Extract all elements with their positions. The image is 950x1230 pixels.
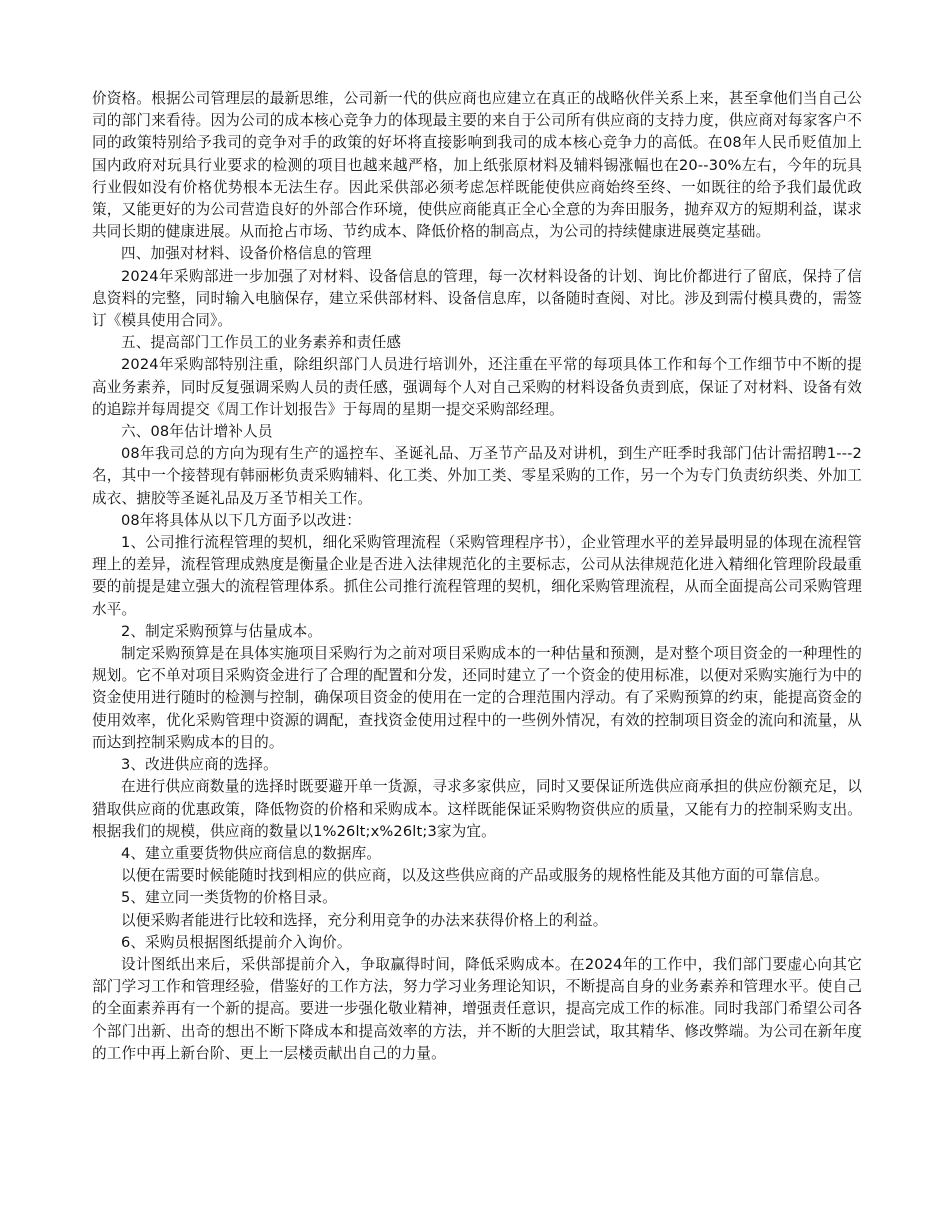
paragraph-staff-training: 2024年采购部特别注重，除组织部门人员进行培训外，还注重在平常的每项具体工作和每个工作细节中不断的提高业务素养，同时反复强调采购人员的责任感，强调每个人对自己采购的材料设备负责到底，保证了对材料、设备有效的追踪并每周提交《周工作计划报告》于每周的星期一提交采购部经理。 <box>92 356 862 418</box>
heading-section-4: 四、加强对材料、设备价格信息的管理 <box>121 245 372 263</box>
paragraph-item-4-database: 以便在需要时候能随时找到相应的供应商，以及这些供应商的产品或服务的规格性能及其他方面的可靠信息。 <box>121 867 829 885</box>
heading-item-5: 5、建立同一类货物的价格目录。 <box>121 889 337 907</box>
paragraph-item-5-price-catalog: 以便采购者能进行比较和选择，充分利用竞争的办法来获得价格上的利益。 <box>121 911 608 929</box>
heading-section-5: 五、提高部门工作员工的业务素养和责任感 <box>121 334 402 352</box>
paragraph-item-3-supplier-selection: 在进行供应商数量的选择时既要避开单一货源，寻求多家供应，同时又要保证所选供应商承担的供应份额充足，以猎取供应商的优惠政策，降低物资的价格和采购成本。这样既能保证采购物资供应的质量，又能有力的控制采购支出。根据我们的规模，供应商的数量以1%26lt;x%26lt;3家为宜。 <box>92 778 862 840</box>
heading-item-2: 2、制定采购预算与估量成本。 <box>121 622 323 640</box>
paragraph-supplier-partnership: 价资格。根据公司管理层的最新思维，公司新一代的供应商也应建立在真正的战略伙伴关系上来，甚至拿他们当自己公司的部门来看待。因为公司的成本核心竞争力的体现最主要的来自于公司所有供应商的支持力度，供应商对每家客户不同的政策特别给予我司的竞争对手的政策的好坏将直接影响到我司的成本核心竞争力的高低。在08年人民币贬值加上国内政府对玩具行业要求的检测的项目也越来越严格，加上纸张原材料及辅料锡涨幅也在20--30%左右，今年的玩具行业假如没有价格优势根本无法生存。因此采供部必须考虑怎样既能使供应商始终至终、一如既往的给予我们最优政策，又能更好的为公司营造良好的外部合作环境，使供应商能真正全心全意的为奔田服务，抛弃双方的短期利益，谋求共同长期的健康进展。从而抢占市场、节约成本、降低价格的制高点，为公司的持续健康进展奠定基础。 <box>92 90 862 241</box>
heading-item-4: 4、建立重要货物供应商信息的数据库。 <box>121 844 382 862</box>
paragraph-price-info-management: 2024年采购部进一步加强了对材料、设备信息的管理，每一次材料设备的计划、询比价都进行了留底，保持了信息资料的完整，同时输入电脑保存，建立采供部材料、设备信息库，以备随时查阅、对比。涉及到需付模具费的，需签订《模具使用合同》。 <box>92 267 862 330</box>
paragraph-item-6-closing: 设计图纸出来后，采供部提前介入，争取赢得时间，降低采购成本。在2024年的工作中，我们部门要虚心向其它部门学习工作和管理经验，借鉴好的工作方法，努力学习业务理论知识，不断提高自身的业务素养和管理水平。使自己的全面素养再有一个新的提高。要进一步强化敬业精神，增强责任意识，提高完成工作的标准。同时我部门希望公司各个部门出新、出奇的想出不断下降成本和提高效率的方法，并不断的大胆尝试，取其精华、修改弊端。为公司在新年度的工作中再上新台阶、更上一层楼贡献出自己的力量。 <box>92 955 862 1062</box>
paragraph-item-2-budget: 制定采购预算是在具体实施项目采购行为之前对项目采购成本的一种估量和预测，是对整个项目资金的一种理性的规划。它不单对项目采购资金进行了合理的配置和分发，还同时建立了一个资金的使用标准，以便对采购实施行为中的资金使用进行随时的检测与控制，确保项目资金的使用在一定的合理范围内浮动。有了采购预算的约束，能提高资金的使用效率，优化采购管理中资源的调配，查找资金使用过程中的一些例外情况，有效的控制项目资金的流向和流量，从而达到控制采购成本的目的。 <box>92 645 862 751</box>
paragraph-improvements-intro: 08年将具体从以下几方面予以改进： <box>121 511 362 529</box>
document-body <box>92 88 862 1065</box>
heading-item-6: 6、采购员根据图纸提前介入询价。 <box>121 933 352 951</box>
heading-item-3: 3、改进供应商的选择。 <box>121 756 278 774</box>
paragraph-staffing-plan: 08年我司总的方向为现有生产的遥控车、圣诞礼品、万圣节产品及对讲机，到生产旺季时我部门估计需招聘1---2名，其中一个接替现有韩丽彬负责采购辅料、化工类、外加工类、零星采购的工作，另一个为专门负责纺织类、外加工成衣、搪胶等圣诞礼品及万圣节相关工作。 <box>92 445 862 507</box>
paragraph-item-1-process: 1、公司推行流程管理的契机，细化采购管理流程（采购管理程序书），企业管理水平的差异最明显的体现在流程管理上的差异，流程管理成熟度是衡量企业是否进入法律规范化的主要标志，公司从法律规范化进入精细化管理阶段最重要的前提是建立强大的流程管理体系。抓住公司推行流程管理的契机，细化采购管理流程，从而全面提高公司采购管理水平。 <box>92 534 862 618</box>
heading-section-6: 六、08年估计增补人员 <box>121 423 273 441</box>
